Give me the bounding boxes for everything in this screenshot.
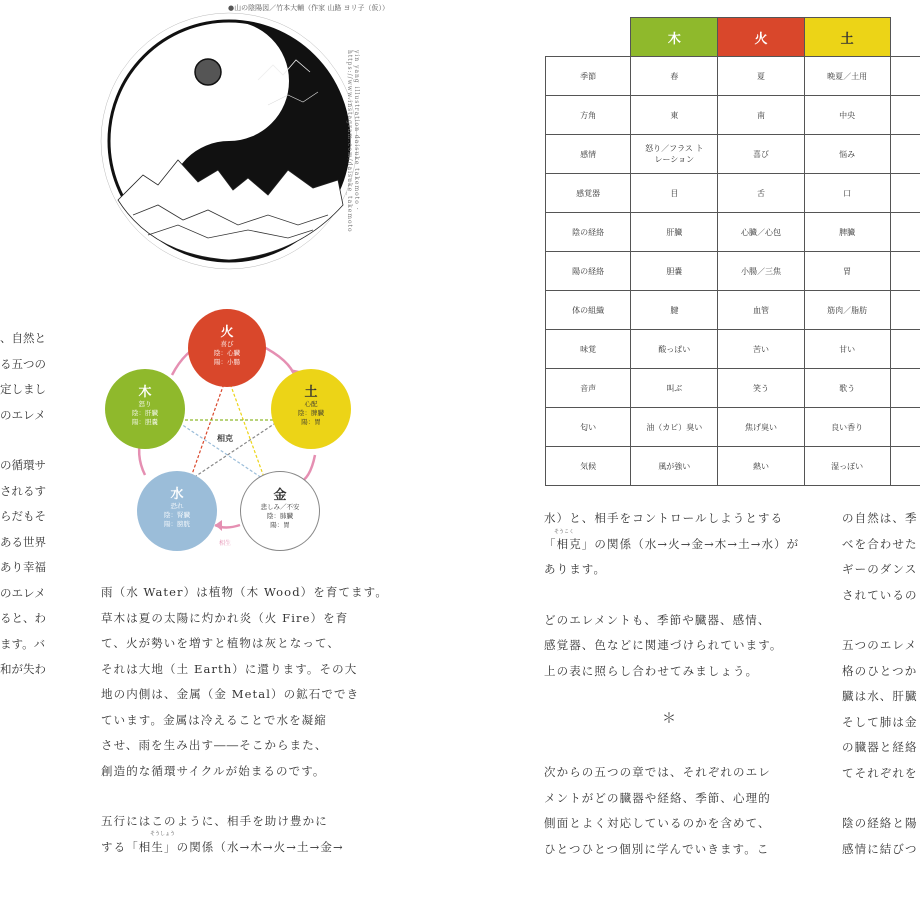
text-line: の自然は、季 [842, 511, 918, 525]
table-row [546, 447, 920, 486]
text-line: ひとつひとつ個別に学んでいきます。こ [544, 841, 770, 856]
text-line: 上の表に照らし合わせてみましょう。 [544, 663, 759, 678]
row-label: 陽の経絡 [546, 252, 631, 291]
left-fragment-column [0, 326, 56, 683]
table-cell: 良い香り [804, 408, 890, 447]
table-row [546, 252, 920, 291]
element-metal-line: 陰：肺臓 [267, 512, 293, 520]
table-cell-cut [890, 447, 920, 486]
table-cell: 湿っぽい [804, 447, 890, 486]
table-cell-cut [890, 57, 920, 96]
header-fire: 火 [718, 18, 804, 57]
table-cell-cut [890, 408, 920, 447]
table-row [546, 213, 920, 252]
fragment-line: ると、わ [0, 611, 46, 625]
correspondence-table [545, 17, 920, 486]
table-cell: 喜び [718, 135, 804, 174]
text-line: 雨（水 Water）は植物（木 Wood）を育てます。 [101, 585, 388, 599]
table-cell: 口 [804, 174, 890, 213]
table-cell: 風が強い [631, 447, 718, 486]
table-cell: 歌う [804, 369, 890, 408]
row-label: 気候 [546, 447, 631, 486]
table-cell: 血管 [718, 291, 804, 330]
table-row [546, 291, 920, 330]
element-metal-name: 金 [273, 488, 287, 503]
element-water-name: 水 [170, 487, 184, 502]
element-metal-line: 陽：胃 [270, 521, 290, 529]
text-line: 次からの五つの章では、それぞれのエレ [544, 765, 771, 779]
element-earth-line: 心配 [304, 400, 318, 408]
element-wood-line: 陽：胆嚢 [132, 418, 158, 426]
section-asterisk: ＊ [662, 711, 676, 727]
fragment-line: のエレメ [0, 585, 46, 600]
table-corner [546, 18, 631, 57]
table-row [546, 135, 920, 174]
table-row [546, 57, 920, 96]
text-line: 感情に結びつ [842, 841, 918, 856]
fragment-line: ある世界 [0, 534, 46, 549]
table-cell: 東 [631, 96, 718, 135]
row-label: 音声 [546, 369, 631, 408]
fragment-line: あり幸福 [0, 560, 46, 574]
text-line: 草木は夏の太陽に灼かれ炎（火 Fire）を育 [101, 610, 349, 625]
table-cell: 胆嚢 [631, 252, 718, 291]
element-water-line: 恐れ [170, 502, 184, 510]
table-row [546, 369, 920, 408]
left-body-text [101, 580, 461, 860]
text-line: ギーのダンス [842, 562, 918, 576]
table-row [546, 174, 920, 213]
text-line: 臓は水、肝臓 [842, 689, 918, 703]
wuxing-arrow-label: 相生 [219, 540, 232, 547]
right-page [460, 0, 920, 920]
header-earth: 土 [804, 18, 890, 57]
element-metal [240, 471, 320, 551]
table-cell: 小腸／三焦 [718, 252, 804, 291]
text-line: させ、雨を生み出す――そこからまた、 [101, 738, 328, 752]
fragment-line: 和が失わ [0, 662, 46, 676]
element-fire-line: 喜び [220, 340, 234, 348]
table-cell: 焦げ臭い [718, 408, 804, 447]
table-cell-cut [890, 96, 920, 135]
text-line: てそれぞれを [842, 765, 918, 780]
right-body-text-2 [544, 760, 804, 862]
text-line: する「相生」の関係（水→木→火→土→金→ [101, 839, 344, 854]
element-earth-line: 陰：脾臓 [298, 409, 324, 417]
table-cell: 熱い [718, 447, 804, 486]
text-line: の臓器と経絡 [842, 740, 918, 754]
text-line: されているの [842, 587, 918, 602]
text-line: メントがどの臓器や経絡、季節、心理的 [544, 790, 771, 805]
text-line: あります。 [544, 562, 607, 576]
row-label: 感情 [546, 135, 631, 174]
table-cell: 中央 [804, 96, 890, 135]
table-row [546, 408, 920, 447]
text-line [842, 608, 920, 633]
element-wood [105, 369, 185, 449]
table-cell-cut [890, 330, 920, 369]
table-cell-cut [890, 369, 920, 408]
table-cell: 胃 [804, 252, 890, 291]
table-cell: 腱 [631, 291, 718, 330]
element-metal-line: 悲しみ／不安 [260, 503, 300, 511]
table-cell: 笑う [718, 369, 804, 408]
text-line: 格のひとつか [842, 663, 918, 678]
yin-yang-caption: ●山の陰陽図／竹本大輔（作家 山路 ヨリ子（仮）） [228, 4, 390, 12]
fragment-line: されるす [0, 483, 46, 498]
right-body-text [544, 506, 804, 684]
table-cell-cut [890, 174, 920, 213]
text-line: それは大地（土 Earth）に還ります。その大 [101, 661, 358, 676]
table-cell: 心臓／心包 [718, 213, 804, 252]
table-cell: 酸っぱい [631, 330, 718, 369]
table-cell-cut [890, 252, 920, 291]
text-line: 感覚器、色などに関連づけられています。 [544, 638, 783, 652]
fragment-line: 、自然と [0, 331, 46, 345]
element-water-line: 陰：腎臓 [164, 511, 190, 519]
row-label: 匂い [546, 408, 631, 447]
table-cell-cut [890, 135, 920, 174]
header-next [890, 18, 920, 57]
element-earth [271, 369, 351, 449]
table-cell: 目 [631, 174, 718, 213]
table-cell: 肝臓 [631, 213, 718, 252]
element-water [137, 471, 217, 551]
text-line: 水）と、相手をコントロールしようとする [544, 511, 784, 525]
table-cell: 舌 [718, 174, 804, 213]
table-row [546, 96, 920, 135]
table-cell: 春 [631, 57, 718, 96]
text-line: て、火が勢いを増すと植物は灰となって、 [101, 636, 340, 650]
table-cell: 叫ぶ [631, 369, 718, 408]
ring-text: yin yang illustration daisuke takemoto · https://www.instagram.com/daisuke_takemoto [346, 50, 360, 233]
row-label: 感覚器 [546, 174, 631, 213]
text-line: 五つのエレメ [842, 638, 918, 652]
text-line: 創造的な循環サイクルが始まるのです。 [101, 763, 326, 778]
fragment-line: る五つの [0, 356, 46, 371]
table-cell-cut [890, 291, 920, 330]
table-cell: 甘い [804, 330, 890, 369]
text-line: 地の内側は、金属（金 Metal）の鉱石ででき [101, 687, 360, 701]
element-fire [188, 309, 266, 387]
element-earth-name: 土 [304, 385, 318, 400]
table-cell-cut [890, 213, 920, 252]
element-wood-line: 怒り [138, 400, 152, 408]
fragment-line [0, 428, 56, 453]
text-line: 陰の経絡と陽 [842, 816, 918, 830]
table-cell: 筋肉／脂肪 [804, 291, 890, 330]
header-wood: 木 [631, 18, 718, 57]
element-earth-line: 陽：胃 [301, 418, 321, 426]
element-fire-name: 火 [220, 325, 234, 340]
row-label: 体の組織 [546, 291, 631, 330]
element-fire-line: 陽：小腸 [214, 358, 240, 366]
text-line: 「相克」の関係（水→火→金→木→土→水）が [544, 536, 800, 551]
fragment-line: 定しまし [0, 382, 46, 396]
wuxing-center-label: 相克 [217, 434, 233, 443]
text-line [544, 583, 804, 608]
text-line: ています。金属は冷えることで水を凝縮 [101, 712, 327, 727]
row-label: 味覚 [546, 330, 631, 369]
text-line [842, 786, 920, 811]
element-wood-name: 木 [138, 385, 152, 400]
row-label: 季節 [546, 57, 631, 96]
table-cell: 夏 [718, 57, 804, 96]
text-line: べを合わせた [842, 536, 918, 551]
row-label: 陰の経絡 [546, 213, 631, 252]
table-cell: 南 [718, 96, 804, 135]
table-cell: 怒り／フラス トレーション [631, 135, 718, 174]
text-line: 側面とよく対応しているのかを含めて、 [544, 816, 771, 830]
text-line [101, 784, 461, 809]
text-line: そして肺は金 [842, 714, 918, 729]
fragment-line: のエレメ [0, 407, 46, 422]
ruby-souse: そうしょう [150, 831, 176, 837]
ruby-sokoku: そうこく [554, 529, 575, 535]
table-header-row [546, 18, 920, 57]
row-label: 方角 [546, 96, 631, 135]
fragment-line: らだもそ [0, 509, 46, 523]
right-edge-column [842, 506, 920, 862]
text-line: どのエレメントも、季節や臓器、感情、 [544, 612, 771, 627]
yin-yang-illustration [98, 10, 360, 272]
table-cell: 苦い [718, 330, 804, 369]
table-cell: 悩み [804, 135, 890, 174]
element-wood-line: 陰：肝臓 [132, 409, 158, 417]
element-fire-line: 陰：心臓 [214, 349, 240, 357]
fragment-line: の循環サ [0, 458, 46, 472]
text-line: 五行にはこのように、相手を助け豊かに [101, 814, 328, 828]
table-cell: 油（カビ）臭い [631, 408, 718, 447]
table-cell: 脾臓 [804, 213, 890, 252]
element-water-line: 陽：膀胱 [164, 520, 190, 528]
fragment-line: ます。バ [0, 636, 46, 651]
table-row [546, 330, 920, 369]
table-cell: 晩夏／土用 [804, 57, 890, 96]
